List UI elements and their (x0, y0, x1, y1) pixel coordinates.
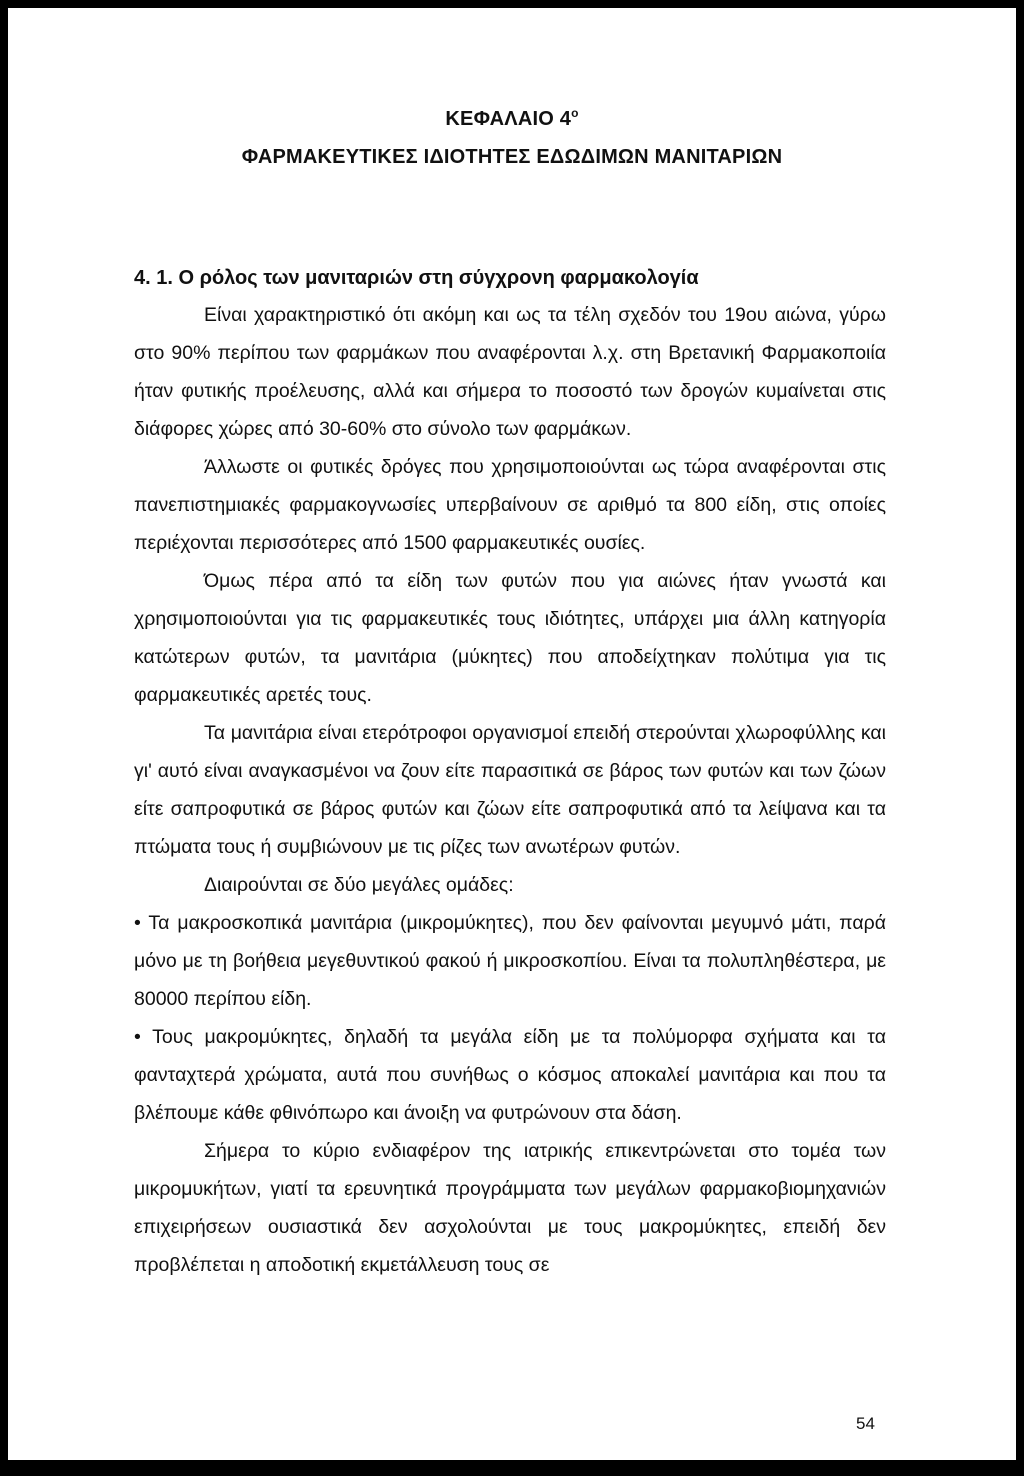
section-title: 4. 1. Ο ρόλος των μανιταριών στη σύγχρονη φαρμακολογία (134, 267, 699, 289)
paragraph-2: Άλλωστε οι φυτικές δρόγες που χρησιμοποιούνται ως τώρα αναφέρονται στις πανεπιστημιακές φαρμακογνωσίες υπερβαίνουν σε αριθμό τα 800 είδη, στις οποίες περιέχονται περισσότερες από 1500 φαρμακευτικές ουσίες. (134, 456, 886, 554)
chapter-heading (8, 106, 1016, 131)
closing-paragraph: Σήμερα το κύριο ενδιαφέρον της ιατρικής επικεντρώνεται στο τομέα των μικρομυκήτων, γιατί τα ερευνητικά προγράμματα των μεγάλων φαρμακοβιομηχανιών επιχειρήσεων ουσιαστικά δεν ασχολούνται με τους μακρομύκητες, επειδή δεν προβλέπεται η αποδοτική εκμετάλλευση τους σε (134, 1140, 886, 1276)
paragraph-4: Τα μανιτάρια είναι ετερότροφοι οργανισμοί επειδή στερούνται χλωροφύλλης και γι' αυτό είναι αναγκασμένοι να ζουν είτε παρασιτικά σε βάρος των φυτών και των ζώων είτε σαπροφυτικά σε βάρος φυτών και ζώων είτε σαπροφυτικά από τα λείψανα και τα πτώματα τους ή συμβιώνουν με τις ρίζες των ανωτέρων φυτών. (134, 722, 886, 858)
chapter-title: ΦΑΡΜΑΚΕΥΤΙΚΕΣ ΙΔΙΟΤΗΤΕΣ ΕΔΩΔΙΜΩΝ ΜΑΝΙΤΑΡΙΩΝ (241, 146, 783, 168)
chapter-label: ΚΕΦΑΛΑΙΟ 4 (445, 108, 572, 130)
paragraph-5: Διαιρούνται σε δύο μεγάλες ομάδες: (204, 874, 514, 896)
document-page (8, 8, 1016, 1460)
paragraph-1: Είναι χαρακτηριστικό ότι ακόμη και ως τα τέλη σχεδόν του 19ου αιώνα, γύρω στο 90% περίπου των φαρμάκων που αναφέρονται λ.χ. στη Βρετανική Φαρμακοποιία ήταν φυτικής προέλευσης, αλλά και σήμερα το ποσοστό των δρογών κυμαίνεται στις διάφορες χώρες από 30-60% στο σύνολο των φαρμάκων. (134, 304, 886, 440)
bullet-item-2: • Τους μακρομύκητες, δηλαδή τα μεγάλα είδη με τα πολύμορφα σχήματα και τα φανταχτερά χρώματα, αυτά που συνήθως ο κόσμος αποκαλεί μανιτάρια και που τα βλέπουμε κάθε φθινόπωρο και άνοιξη να φυτρώνουν στα δάση. (134, 1026, 886, 1124)
chapter-ordinal: ο (571, 106, 579, 120)
body-text (134, 260, 886, 1284)
page-number: 54 (856, 1414, 875, 1433)
paragraph-3: Όμως πέρα από τα είδη των φυτών που για αιώνες ήταν γνωστά και χρησιμοποιούνται για τις φαρμακευτικές τους ιδιότητες, υπάρχει μια άλλη κατηγορία κατώτερων φυτών, τα μανιτάρια (μύκητες) που αποδείχτηκαν πολύτιμα για τις φαρμακευτικές αρετές τους. (134, 570, 886, 706)
bullet-item-1: • Τα μακροσκοπικά μανιτάρια (μικρομύκητες), που δεν φαίνονται μεγυμνό μάτι, παρά μόνο με τη βοήθεια μεγεθυντικού φακού ή μικροσκοπίου. Είναι τα πολυπληθέστερα, με 80000 περίπου είδη. (134, 912, 886, 1010)
